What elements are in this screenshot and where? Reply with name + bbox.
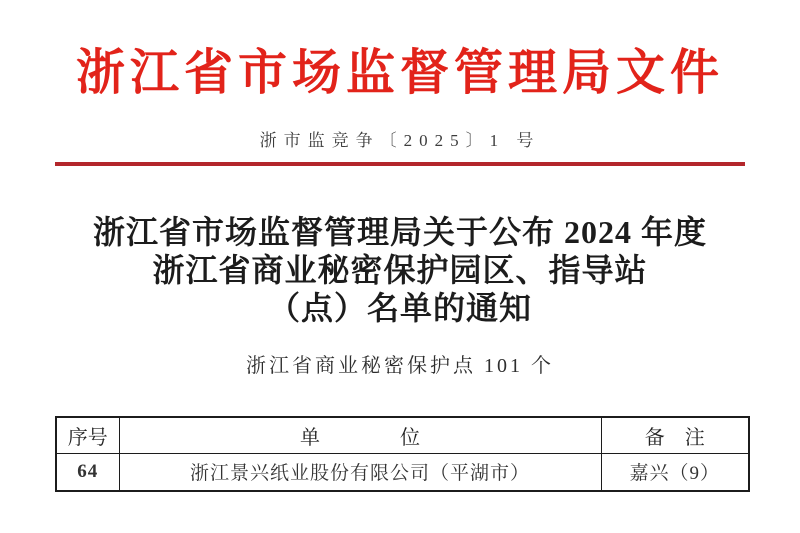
agency-masthead-title: 浙江省市场监督管理局文件 [75,45,724,100]
cell-note: 嘉兴（9） [601,453,749,491]
notice-title-line-1: 浙江省市场监督管理局关于公布 2024 年度 [92,214,707,250]
unit-list-table [55,416,750,492]
protection-sites-count-caption: 浙江省商业秘密保护点 101 个 [246,355,554,377]
cell-seq: 64 [56,453,119,491]
column-header-seq: 序号 [56,417,119,453]
red-separator-rule [55,162,745,166]
table-row [56,453,749,491]
document-reference-number: 浙市监竞争〔2025〕1 号 [259,131,541,150]
notice-title-line-3: （点）名单的通知 [267,290,532,326]
notice-title [0,213,800,327]
column-header-note: 备 注 [601,417,749,453]
cell-unit: 浙江景兴纸业股份有限公司（平湖市） [119,453,601,491]
table-header-row [56,417,749,453]
column-header-unit: 单 位 [119,417,601,453]
notice-title-line-2: 浙江省商业秘密保护园区、指导站 [152,252,648,288]
